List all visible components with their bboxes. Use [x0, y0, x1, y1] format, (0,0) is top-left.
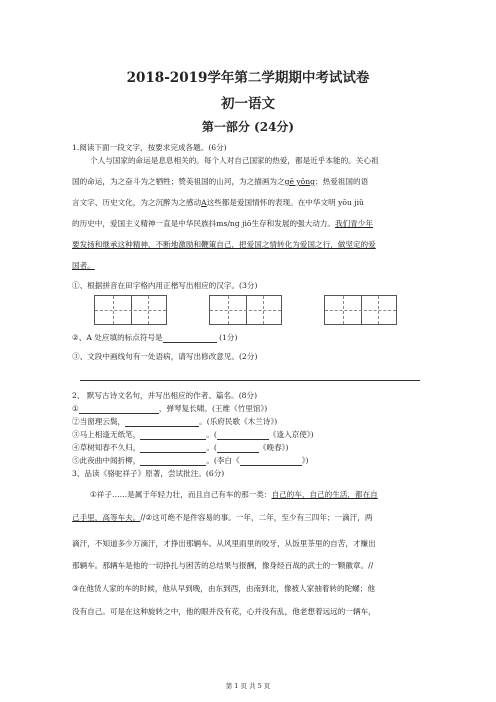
answer-blank[interactable]	[140, 431, 206, 440]
tianzige-box-1[interactable]	[94, 295, 167, 325]
answer-blank[interactable]	[163, 334, 217, 343]
q1-para-line-4: 的历史中，爱国主义精神一直是中华民族抖ms/ng jiō生存和发展的强大动力。我们青少年	[72, 219, 373, 228]
answer-line[interactable]	[80, 380, 420, 381]
q1-para-line-1: 个人与国家的命运是息息相关的。每个人对自己国家的热爱，都是近乎本能的。关心祖	[90, 156, 379, 165]
q3-text-line-3: 滴汗，不知道多少万滴汗，才挣出那辆车。从风里雨里的咬牙，从饭里茶里的自苦，才赚出	[72, 539, 376, 548]
answer-blank[interactable]	[140, 457, 206, 466]
q2-line-5: ⑤此夜曲中闻折柳， 。(李白《 》)	[72, 456, 309, 465]
q3-stem: 3、品读《骆驼祥子》原著，尝试批注。(6分)	[72, 469, 225, 478]
blank-A: A	[201, 198, 207, 207]
page-footer: 第 1 页 共 5 页	[225, 682, 271, 690]
answer-blank[interactable]	[240, 457, 302, 466]
q1-para-line-3: 言文字、历史文化，为之沉醉为之感动A这些都是爱国情怀的表现。在中华文明 yōu jiǔ	[72, 198, 364, 207]
answer-blank[interactable]	[217, 444, 259, 453]
answer-blank[interactable]	[125, 418, 199, 427]
page-title: 2018-2019学年第二学期期中考试试卷	[126, 70, 370, 86]
answer-blank[interactable]	[79, 405, 159, 414]
q2-line-1: ① ，弹琴复长啸。(王维《竹里馆》)	[72, 404, 268, 413]
q2-line-4: ④草树知春不久归， 。( 《晚春》)	[72, 443, 289, 452]
q1-para-line-2: 国的命运，为之奋斗为之牺牲；赞美祖国的山河，为之描画为之gē yǒng；热爱祖国的语	[72, 177, 369, 186]
pinyin-3: ms/ng jiō	[216, 219, 252, 228]
q2-stem: 2、 默写古诗文名句，并写出相应的作者、篇名。(8分)	[72, 391, 258, 400]
q3-text-line-5: ③在他赁人家的车的时候，他从早到晚，由东到西，由南到北，像被人家抽着转的陀螺；他	[72, 584, 375, 593]
answer-blank[interactable]	[140, 444, 206, 453]
part-title: 第一部分 (24分)	[201, 120, 295, 134]
pinyin-2: yōu jiǔ	[338, 198, 364, 207]
q1-sub-2: ②、A 处应填的标点符号是 (1分)	[72, 333, 238, 342]
q1-para-line-5: 要发扬和继承这种精神，不断地激励和鞭策自己，把爱国之情转化为爱国之行，做坚定的爱	[72, 240, 376, 249]
page-subtitle: 初一语文	[221, 96, 275, 112]
pinyin-1: gē yǒng	[284, 177, 316, 186]
q3-text-line-2: 己手里，高等车夫。//②这可绝不是件容易的事。一年，二年，至少有三四年；一滴汗，两	[72, 513, 373, 522]
q1-para-line-6: 国者。	[72, 261, 95, 270]
q1-stem: 1.阅读下面一段文字，按要求完成各题。(6分)	[72, 143, 227, 152]
q3-text-line-4: 那辆车。那辆车是他的一切挣扎与困苦的总结果与报酬，像身经百战的武士的一颗徽章。//	[72, 561, 374, 570]
tianzige-box-2[interactable]	[209, 295, 282, 325]
q3-text-line-6: 没有自己。可是在这种旋转之中，他的眼并没有花，心并没有乱，他老想着远远的一辆车，	[72, 607, 376, 616]
tianzige-box-3[interactable]	[324, 295, 397, 325]
q1-sub-1: ①、根据拼音在田字格内用正楷写出相应的汉字。(3分)	[72, 281, 258, 290]
q1-sub-3: ③、文段中画线句有一处语病，请写出修改意见。(2分)	[72, 352, 258, 361]
q2-line-2: ②当窗理云鬓， 。(乐府民歌《木兰诗》)	[72, 417, 278, 426]
q2-line-3: ③马上相逢无纸笔， 。( 《逢入京使》)	[72, 430, 314, 439]
q3-text-line-1: ①祥子……是属于年轻力壮，而且自己有车的那一类：自己的车，自己的生活，都在自	[90, 490, 378, 499]
answer-blank[interactable]	[217, 431, 269, 440]
